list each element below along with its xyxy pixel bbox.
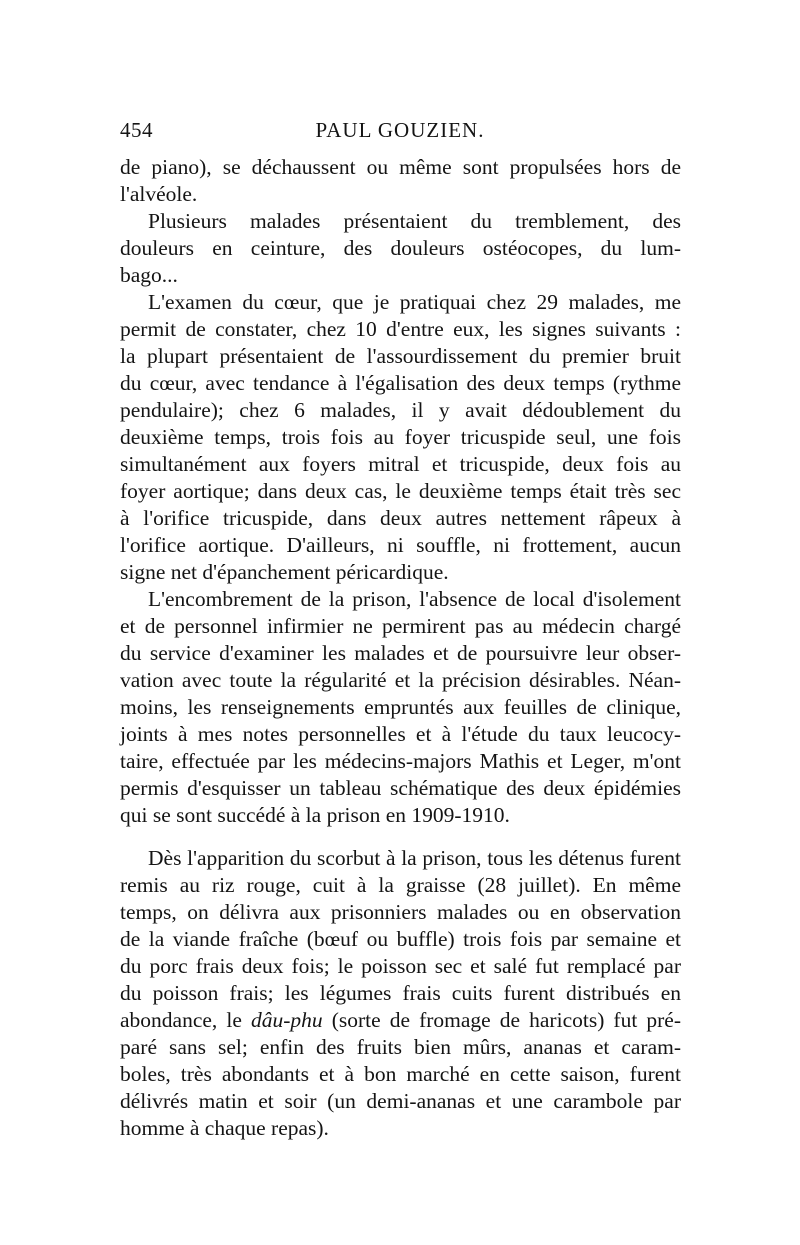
italic-term: dâu-phu — [250, 1008, 323, 1032]
text-line: joints à mes notes personnelles et à l'étude du taux leucocy- — [120, 722, 681, 746]
text-line: boles, très abondants et à bon marché en cette saison, furent — [120, 1062, 681, 1086]
text-line: qui se sont succédé à la prison en 1909-1910. — [120, 803, 510, 827]
text-line: l'orifice aortique. D'ailleurs, ni souffle, ni frottement, aucun — [120, 533, 681, 557]
text-line-with-italic — [120, 1006, 681, 1034]
text-line: Plusieurs malades présentaient du tremblement, des — [148, 209, 681, 233]
text-line: du service d'examiner les malades et de poursuivre leur obser- — [120, 641, 681, 665]
text-line: permis d'esquisser un tableau schématique des deux épidémies — [120, 776, 681, 800]
text-line: du poisson frais; les légumes frais cuits furent distribués en — [120, 981, 681, 1005]
page-number: 454 — [120, 118, 153, 142]
text-line: taire, effectuée par les médecins-majors Mathis et Leger, m'ont — [120, 749, 681, 773]
text-line: Dès l'apparition du scorbut à la prison, tous les détenus furent — [148, 846, 681, 870]
running-title: PAUL GOUZIEN. — [315, 118, 485, 142]
text-line: paré sans sel; enfin des fruits bien mûrs, ananas et caram- — [120, 1035, 681, 1059]
text-line: moins, les renseignements empruntés aux feuilles de clinique, — [120, 695, 681, 719]
text-line: du porc frais deux fois; le poisson sec et salé fut remplacé par — [120, 954, 681, 978]
text-line: permit de constater, chez 10 d'entre eux, les signes suivants : — [120, 317, 681, 341]
text-line: l'alvéole. — [120, 182, 198, 206]
text-line: délivrés matin et soir (un demi-ananas et une carambole par — [120, 1089, 681, 1113]
text-line: simultanément aux foyers mitral et tricuspide, deux fois au — [120, 452, 681, 476]
text-line: pendulaire); chez 6 malades, il y avait dédoublement du — [120, 398, 681, 422]
text-segment: (sorte de fromage de haricots) fut pré- — [322, 1008, 681, 1032]
text-line: du cœur, avec tendance à l'égalisation des deux temps (rythme — [120, 371, 681, 395]
text-line: remis au riz rouge, cuit à la graisse (28 juillet). En même — [120, 873, 681, 897]
text-line: de piano), se déchaussent ou même sont propulsées hors de — [120, 155, 681, 179]
text-line: homme à chaque repas). — [120, 1116, 329, 1140]
text-line: vation avec toute la régularité et la précision désirables. Néan- — [120, 668, 681, 692]
text-line: la plupart présentaient de l'assourdissement du premier bruit — [120, 344, 681, 368]
text-line: deuxième temps, trois fois au foyer tricuspide seul, une fois — [120, 425, 681, 449]
text-line: à l'orifice tricuspide, dans deux autres nettement râpeux à — [120, 506, 681, 530]
text-line: de la viande fraîche (bœuf ou buffle) trois fois par semaine et — [120, 927, 681, 951]
text-line: foyer aortique; dans deux cas, le deuxième temps était très sec — [120, 479, 681, 503]
text-segment: abondance, le — [120, 1008, 251, 1032]
text-line: L'examen du cœur, que je pratiquai chez 29 malades, me — [148, 290, 681, 314]
text-line: signe net d'épanchement péricardique. — [120, 560, 449, 584]
running-head — [120, 118, 680, 148]
text-line: L'encombrement de la prison, l'absence de local d'isolement — [148, 587, 681, 611]
text-line: bago... — [120, 263, 178, 287]
text-line: et de personnel infirmier ne permirent pas au médecin chargé — [120, 614, 681, 638]
text-line: temps, on délivra aux prisonniers malades ou en observation — [120, 900, 681, 924]
text-line: douleurs en ceinture, des douleurs ostéocopes, du lum- — [120, 236, 681, 260]
